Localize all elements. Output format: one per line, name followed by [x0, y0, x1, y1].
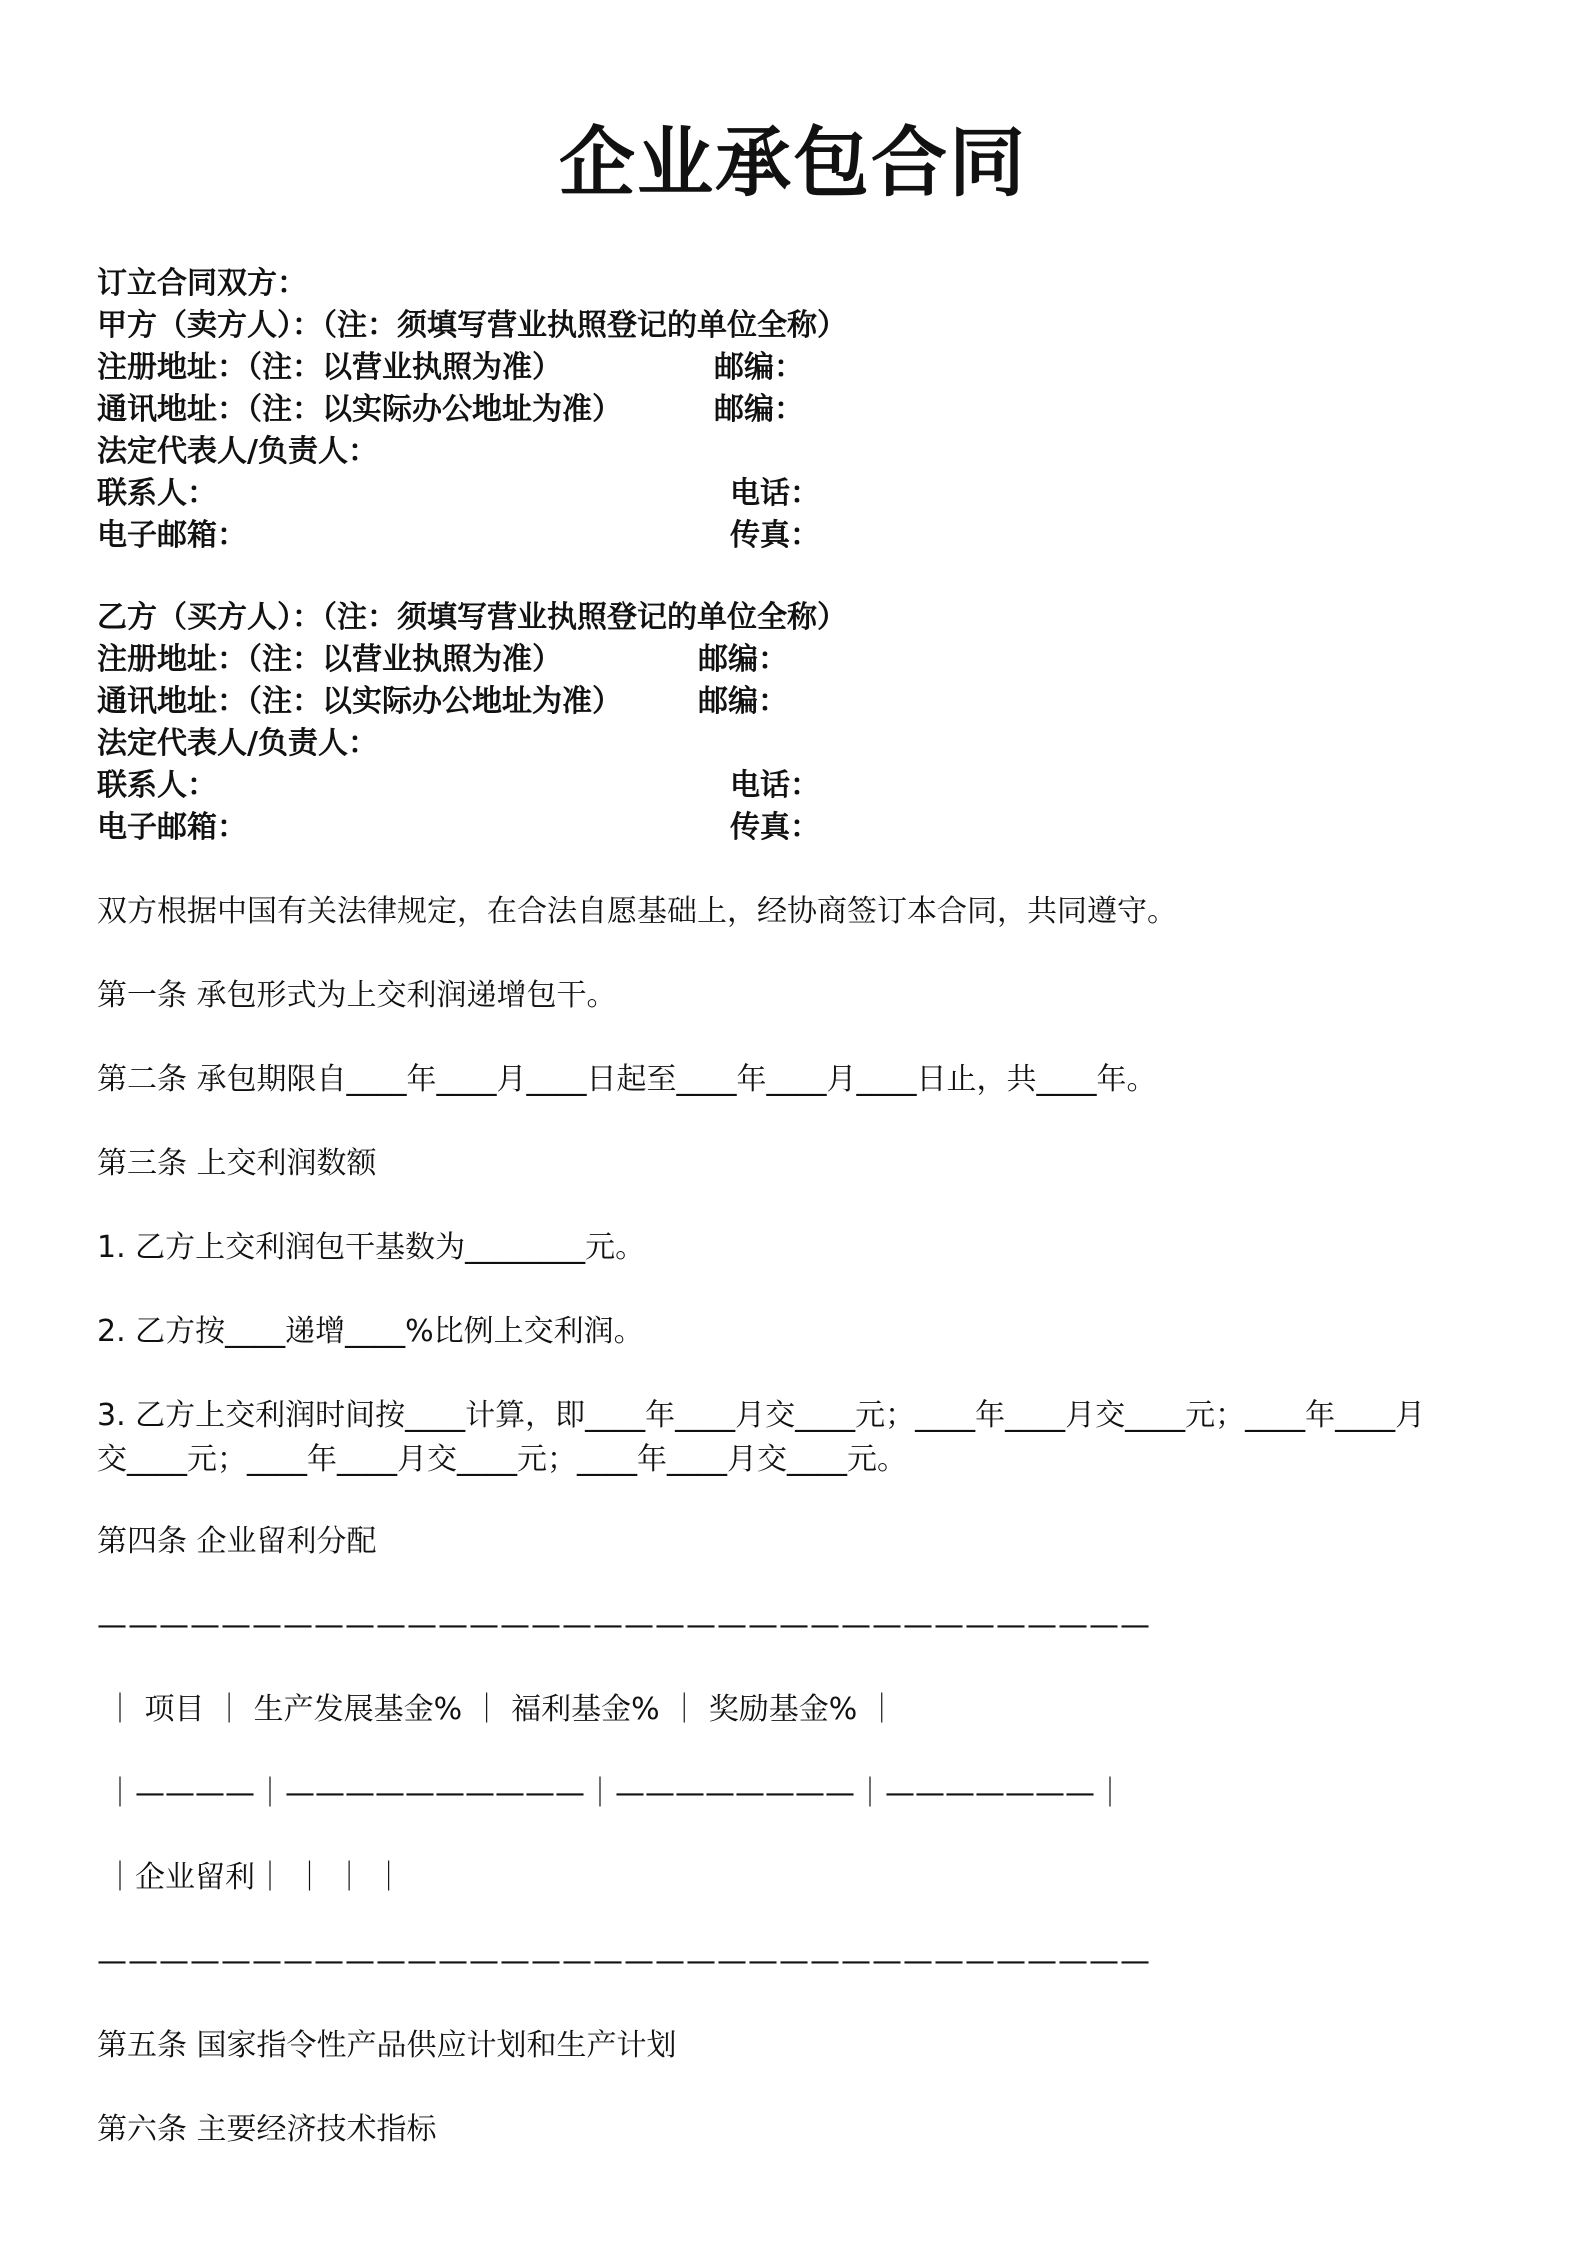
article-3-item-3-line-2: 交____元；____年____月交____元；____年____月交____元。 — [97, 1442, 907, 1477]
article-3-item-1: 1. 乙方上交利润包干基数为________元。 — [97, 1230, 646, 1265]
party-b-contact: 联系人： — [97, 768, 217, 803]
party-a-mail-postcode: 邮编： — [714, 392, 804, 427]
article-6: 第六条 主要经济技术指标 — [97, 2112, 437, 2147]
party-b-legal-rep: 法定代表人/负责人： — [97, 726, 378, 761]
preamble: 双方根据中国有关法律规定，在合法自愿基础上，经协商签订本合同，共同遵守。 — [97, 894, 1177, 929]
party-a-fax: 传真： — [730, 518, 820, 553]
party-intro: 订立合同双方： — [97, 266, 307, 301]
article-3-item-2: 2. 乙方按____递增____%比例上交利润。 — [97, 1314, 644, 1349]
article-5: 第五条 国家指令性产品供应计划和生产计划 — [97, 2028, 677, 2063]
party-b-email: 电子邮箱： — [97, 810, 247, 845]
article-1: 第一条 承包形式为上交利润递增包干。 — [97, 978, 617, 1013]
table-border-bottom: —————————————————————————————————— — [97, 1944, 1151, 1979]
table-header-row: ｜ 项目 ｜ 生产发展基金% ｜ 福利基金% ｜ 奖励基金% ｜ — [105, 1692, 897, 1727]
party-b-reg-postcode: 邮编： — [698, 642, 788, 677]
article-3-item-3-line-1: 3. 乙方上交利润时间按____计算，即____年____月交____元；____年____月交____元；____年____月 — [97, 1398, 1426, 1433]
party-a-phone: 电话： — [730, 476, 820, 511]
table-data-row: ｜企业留利｜ ｜ ｜ ｜ — [105, 1860, 404, 1895]
party-a-name: 甲方（卖方人）：（注：须填写营业执照登记的单位全称） — [97, 308, 847, 343]
party-a-email: 电子邮箱： — [97, 518, 247, 553]
party-a-legal-rep: 法定代表人/负责人： — [97, 434, 378, 469]
party-a-reg-address: 注册地址：（注：以营业执照为准） — [97, 350, 562, 385]
party-b-phone: 电话： — [730, 768, 820, 803]
party-b-mail-address: 通讯地址：（注：以实际办公地址为准） — [97, 684, 622, 719]
party-a-contact: 联系人： — [97, 476, 217, 511]
party-b-name: 乙方（买方人）：（注：须填写营业执照登记的单位全称） — [97, 600, 847, 635]
article-2: 第二条 承包期限自____年____月____日起至____年____月____日止，共____年。 — [97, 1062, 1157, 1097]
table-separator-row: ｜————｜——————————｜————————｜———————｜ — [105, 1776, 1125, 1811]
table-border-top: —————————————————————————————————— — [97, 1608, 1151, 1643]
page-title: 企业承包合同 — [559, 118, 1027, 207]
article-4: 第四条 企业留利分配 — [97, 1524, 377, 1559]
party-a-reg-postcode: 邮编： — [714, 350, 804, 385]
party-b-reg-address: 注册地址：（注：以营业执照为准） — [97, 642, 562, 677]
party-b-mail-postcode: 邮编： — [698, 684, 788, 719]
party-a-mail-address: 通讯地址：（注：以实际办公地址为准） — [97, 392, 622, 427]
party-b-fax: 传真： — [730, 810, 820, 845]
article-3: 第三条 上交利润数额 — [97, 1146, 377, 1181]
